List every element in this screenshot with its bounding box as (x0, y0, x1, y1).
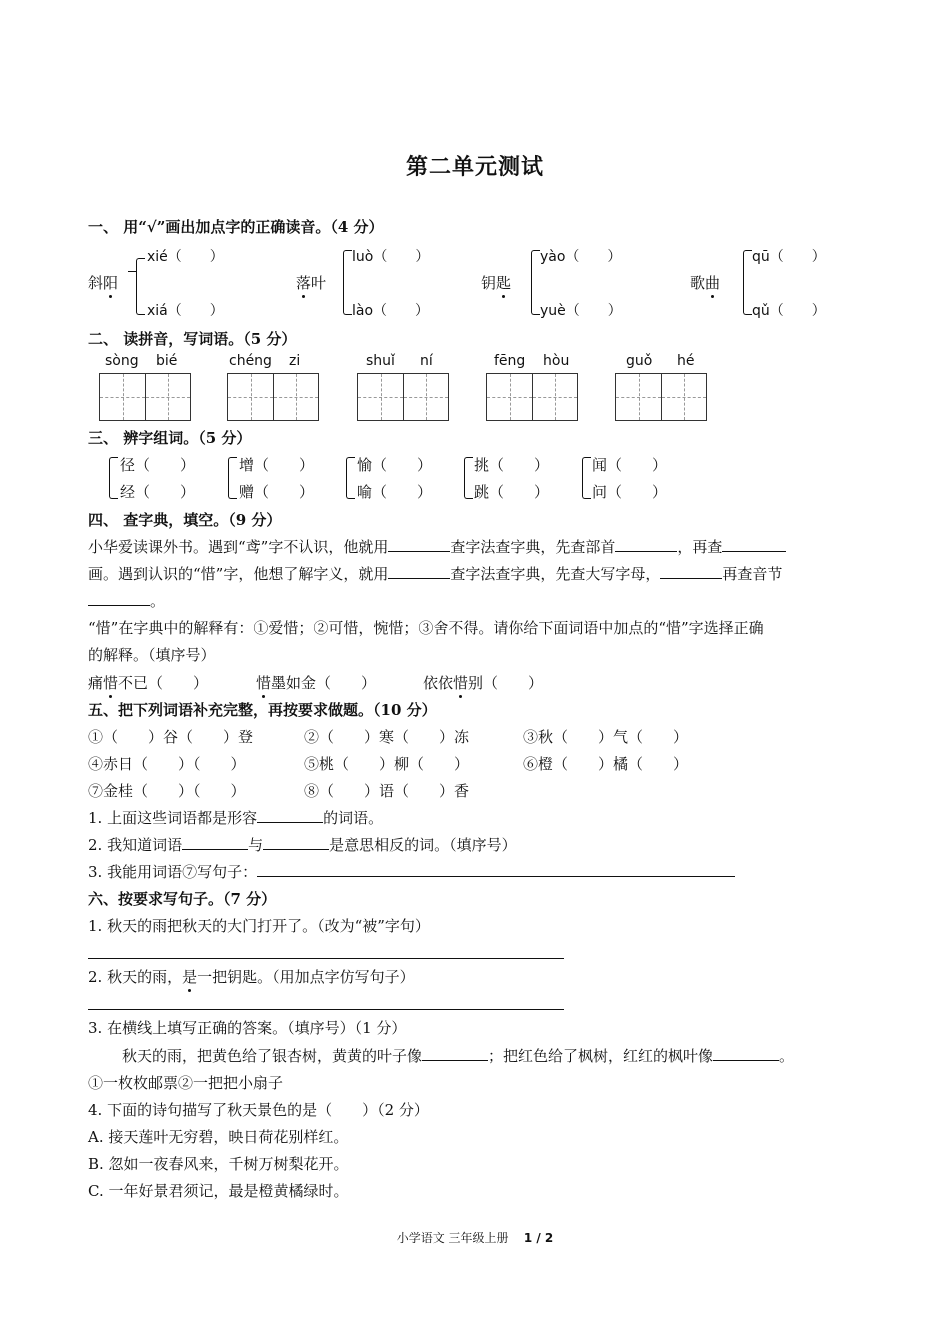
brace (343, 250, 352, 315)
grid-cell[interactable] (273, 374, 318, 420)
option-1: xié（ ） (147, 249, 224, 265)
word: 歌曲 (690, 274, 721, 292)
page-footer (0, 1229, 950, 1246)
option-2: xiá（ ） (147, 303, 224, 319)
writing-grid[interactable] (227, 373, 319, 421)
pinyin: hé (677, 353, 695, 369)
brace (464, 457, 473, 499)
pair-bottom: 问（ ） (592, 483, 668, 501)
section-4-heading: 四、 查字典，填空。（9 分） (88, 511, 282, 529)
idiom-item: ⑧（ ）语（ ）香 (304, 782, 470, 800)
option-2: lào（ ） (352, 303, 430, 319)
definition-text: “惜”在字典中的解释有：①爱惜；②可惜，惋惜；③舍不得。请你给下面词语中加点的“惜”字选择正确 (88, 619, 764, 637)
answer-blank[interactable] (182, 834, 248, 850)
answer-blank[interactable] (388, 563, 450, 579)
grid-cell[interactable] (145, 374, 190, 420)
pair-bottom: 赠（ ） (239, 483, 315, 501)
grid-cell[interactable] (616, 374, 661, 420)
pinyin: bié (156, 353, 178, 369)
brace (582, 457, 591, 499)
question-1: 1. 秋天的雨把秋天的大门打开了。（改为“被”字句） (88, 917, 430, 935)
word-item: 惜墨如金（ ） (256, 674, 377, 692)
pinyin: zi (289, 353, 301, 369)
dotted-char: 匙 (496, 274, 512, 292)
pair-top: 挑（ ） (474, 456, 550, 474)
grid-cell[interactable] (532, 374, 577, 420)
idiom-item: ⑥橙（ ）橘（ ） (523, 755, 689, 773)
question-3: 3. 在横线上填写正确的答案。（填序号）（1 分） (88, 1019, 407, 1037)
section-2-heading: 二、 读拼音，写词语。（5 分） (88, 330, 297, 348)
option-b: B. 忽如一夜春风来，千树万树梨花开。 (88, 1155, 349, 1173)
paragraph-line: 画。遇到认识的“惜”字，他想了解字义，就用 查字法查字典，先查大写字母， 再查音节 (88, 565, 783, 583)
option-2: yuè（ ） (540, 303, 622, 319)
dotted-char: 惜 (256, 674, 272, 692)
answer-blank[interactable] (88, 590, 150, 606)
question-4: 4. 下面的诗句描写了秋天景色的是（ ）（2 分） (88, 1101, 429, 1119)
idiom-item: ③秋（ ）气（ ） (523, 728, 689, 746)
page-title: 第二单元测试 (405, 154, 544, 180)
answer-blank[interactable] (388, 536, 450, 552)
answer-line[interactable] (88, 1009, 564, 1010)
option-1: yào（ ） (540, 249, 622, 265)
dotted-char: 是 (182, 968, 198, 986)
pinyin: chéng (229, 353, 272, 369)
grid-cell[interactable] (403, 374, 448, 420)
answer-blank[interactable] (422, 1045, 488, 1061)
grid-cell[interactable] (100, 374, 145, 420)
word-item: 依依惜别（ ） (423, 674, 544, 692)
dotted-char: 惜 (453, 674, 469, 692)
option-1: luò（ ） (352, 249, 430, 265)
choice-options: ①一枚枚邮票②一把把小扇子 (88, 1074, 284, 1092)
brace (109, 457, 118, 499)
instruction-text: 的解释。（填序号） (88, 646, 216, 664)
brace (346, 457, 355, 499)
pair-bottom: 喻（ ） (357, 483, 433, 501)
pinyin: ní (420, 353, 433, 369)
answer-blank[interactable] (660, 563, 722, 579)
brace (228, 457, 237, 499)
idiom-item: ②（ ）寒（ ）冻 (304, 728, 470, 746)
answer-blank[interactable] (257, 807, 323, 823)
dotted-char: 落 (296, 274, 312, 292)
answer-blank[interactable] (713, 1045, 779, 1061)
writing-grid[interactable] (486, 373, 578, 421)
word-item: 痛惜不已（ ） (88, 674, 209, 692)
idiom-item: ⑤桃（ ）柳（ ） (304, 755, 470, 773)
brace-tick (128, 271, 136, 272)
writing-grid[interactable] (99, 373, 191, 421)
grid-cell[interactable] (228, 374, 273, 420)
pinyin: sòng (105, 353, 139, 369)
idiom-item: ④赤日（ ）（ ） (88, 755, 246, 773)
brace (743, 250, 752, 315)
pair-top: 愉（ ） (357, 456, 433, 474)
option-c: C. 一年好景君须记，最是橙黄橘绿时。 (88, 1182, 349, 1200)
option-a: A. 接天莲叶无穷碧，映日荷花别样红。 (88, 1128, 349, 1146)
grid-cell[interactable] (487, 374, 532, 420)
pair-bottom: 经（ ） (120, 483, 196, 501)
section-1-heading: 一、 用“√”画出加点字的正确读音。（4 分） (88, 218, 384, 236)
grid-cell[interactable] (358, 374, 403, 420)
question-1: 1. 上面这些词语都是形容 的词语。 (88, 809, 384, 827)
question-2: 2. 秋天的雨，是一把钥匙。（用加点字仿写句子） (88, 968, 415, 986)
writing-grid[interactable] (615, 373, 707, 421)
footer-subject: 小学语文 三年级上册 (396, 1231, 509, 1245)
pair-top: 增（ ） (239, 456, 315, 474)
paragraph-line: 。 (88, 590, 165, 611)
grid-cell[interactable] (661, 374, 706, 420)
dotted-char: 阳 (103, 274, 119, 292)
pair-top: 闻（ ） (592, 456, 668, 474)
answer-line[interactable] (88, 958, 564, 959)
pair-bottom: 跳（ ） (474, 483, 550, 501)
pair-top: 径（ ） (120, 456, 196, 474)
pinyin: fēng (494, 353, 526, 369)
pinyin: guǒ (626, 353, 653, 369)
answer-blank[interactable] (722, 536, 786, 552)
idiom-item: ①（ ）谷（ ）登 (88, 728, 254, 746)
word: 斜阳 (88, 274, 119, 292)
writing-grid[interactable] (357, 373, 449, 421)
pinyin: shuǐ (366, 353, 395, 369)
section-3-heading: 三、 辨字组词。（5 分） (88, 429, 252, 447)
question-2: 2. 我知道词语 与 是意思相反的词。（填序号） (88, 836, 517, 854)
section-5-heading: 五、把下列词语补充完整，再按要求做题。（10 分） (88, 701, 437, 719)
brace (531, 250, 540, 315)
dotted-char: 曲 (705, 274, 721, 292)
answer-blank[interactable] (263, 834, 329, 850)
idiom-item: ⑦金桂（ ）（ ） (88, 782, 246, 800)
option-2: qǔ（ ） (752, 303, 826, 319)
word: 落叶 (296, 274, 327, 292)
answer-line[interactable] (257, 861, 735, 877)
paragraph-line: 小华爱读课外书。遇到“鸢”字不认识，他就用 查字法查字典，先查部首 ，再查 (88, 536, 786, 557)
page-number: 1 / 2 (523, 1231, 554, 1245)
option-1: qū（ ） (752, 249, 826, 265)
pinyin: hòu (543, 353, 570, 369)
word: 钥匙 (481, 274, 512, 292)
brace (136, 258, 145, 315)
dotted-char: 惜 (103, 674, 119, 692)
answer-blank[interactable] (615, 536, 677, 552)
question-3: 3. 我能用词语⑦写句子： (88, 861, 735, 882)
section-6-heading: 六、按要求写句子。（7 分） (88, 890, 277, 908)
fill-sentence: 秋天的雨，把黄色给了银杏树，黄黄的叶子像 ；把红色给了枫树，红红的枫叶像 。 (122, 1047, 795, 1065)
